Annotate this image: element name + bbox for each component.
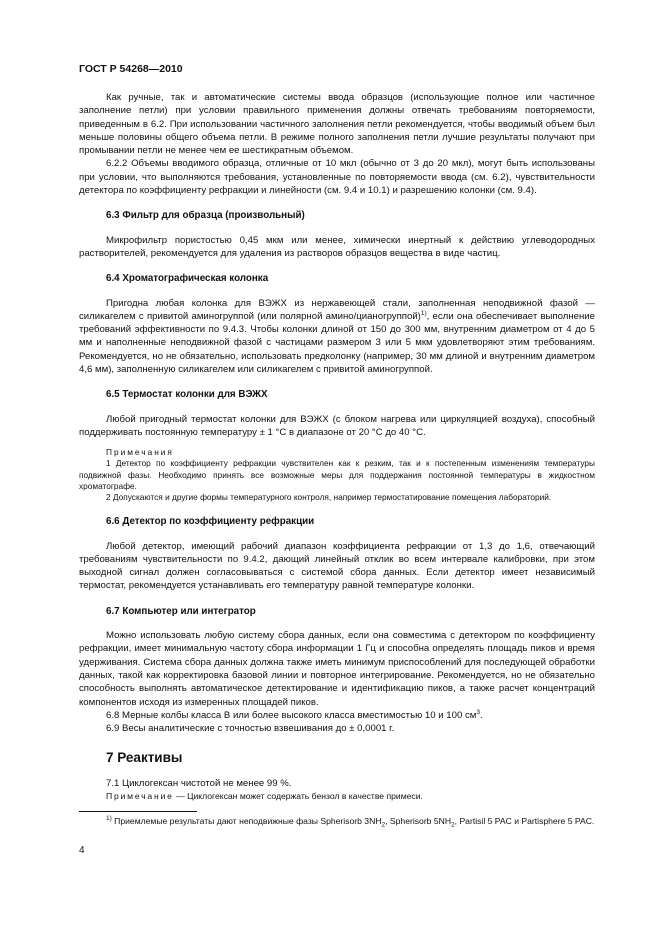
paragraph-7-1: 7.1 Циклогексан чистотой не менее 99 %. (106, 777, 292, 789)
note-2: 2 Допускаются и другие формы температурного контроля, например термостатирование помещения лабораторий. (106, 492, 552, 503)
paragraph: Как ручные, так и автоматические системы ввода образцов (использующие полное или частичное заполнение петли) при условии правильного применения должны отвечать требованиям повторяемости, приведенным в 6.2. При использовании частичного заполнения петли рекомендуется, чтобы вводимый объем был меньше половины общего объема петли. В режиме полного заполнения петли лучшие результаты получают при промывании петли не менее чем ее шестикратным объемом. (79, 92, 595, 157)
page-content (79, 91, 595, 803)
paragraph-6-5: Любой пригодный термостат колонки для ВЭЖХ (с блоком нагрева или циркуляцией воздуха), способный поддерживать постоянную температуру ± 1 °С в диапазоне от 20 °С до 40 °С. (79, 413, 595, 438)
text-fragment: Пригодна любая колонка для ВЭЖХ из нержавеющей стали, заполненная неподвижной фазой — силикагелем с привитой аминогруппой (или полярной амино/цианогруппой) (79, 297, 595, 322)
paragraph-6-8 (79, 709, 595, 722)
text-fragment: . (479, 709, 483, 721)
text-fragment: Приемлемые результаты дают неподвижные фазы Spherisorb 3NH (111, 816, 382, 826)
note-text: — Циклогексан может содержать бензол в качестве примеси. (173, 791, 423, 801)
section-heading-6-6: 6.6 Детектор по коэффициенту рефракции (106, 516, 315, 528)
subscript: 2 (451, 821, 455, 829)
subscript: 2 (381, 821, 386, 829)
text-fragment: 6.8 Мерные колбы класса В или более высокого класса вместимостью 10 и 100 см (106, 709, 477, 721)
note-label: Примечание (106, 791, 174, 801)
notes-label: Примечания (106, 447, 174, 458)
paragraph-6-6: Любой детектор, имеющий рабочий диапазон коэффициента рефракции от 1,3 до 1,6, отвечающий требованиям чувствительности по 9.4.2, дающий линейный отклик во всем интервале калибровки, при этом выходной сигнал должен согласовываться с системой сбора данных. Если детектор имеет независимый термостат, рекомендуется устанавливать его температуру равной температуре колонки. (79, 540, 595, 592)
note-7 (79, 790, 595, 803)
footnote-marker: 1) (106, 815, 112, 823)
text-fragment: , Spherisorb 5NH (385, 816, 452, 826)
section-heading-6-5: 6.5 Термостат колонки для ВЭЖХ (106, 389, 268, 401)
section-heading-7: 7 Реактивы (106, 750, 183, 766)
paragraph-6-3: Микрофильтр пористостью 0,45 мкм или менее, химически инертный к действию углеводородных растворителей, рекомендуется для удаления из растворов образцов вещества в виде частиц. (79, 234, 595, 259)
text-fragment: , Partisil 5 PAC и Partisphere 5 PAC. (454, 816, 595, 826)
paragraph-6-7: Можно использовать любую систему сбора данных, если она совместима с детектором по коэффициенту рефракции, имеет минимальную частоту сбора информации 1 Гц и способна определять площадь пиков и время удерживания. Система сбора данных должна также иметь минимум приспособлений для последующей обработки данных, такой как корректировка базовой линии и повторное интегрирование. Рекомендуется, но не обязательно способность выполнять автоматическое детектирование и идентификацию пиков, а также расчет концентраций компонентов исходя из измеренных площадей пиков. (79, 630, 595, 708)
paragraph-6-9: 6.9 Весы аналитические с точностью взвешивания до ± 0,0001 г. (106, 723, 395, 735)
page-number: 4 (79, 845, 85, 856)
notes-block (79, 447, 595, 503)
section-heading-6-7: 6.7 Компьютер или интегратор (106, 605, 256, 617)
text-fragment: , если она обеспечивает выполнение требований эффективности по 9.4.3. Чтобы колонки длиной от 150 до 300 мм, внутренним диаметром от 4 до 5 мм и наполненные неподвижной фазой с частицами размером 3 или 5 мкм удовлетворяют этим требованиям. Рекомендуется, но не обязательно, использовать предколонку (например, 30 мм длиной и внутренним диаметром 4,6 мм), заполненную силикагелем или силикагелем с привитой аминогруппой. (79, 310, 595, 376)
document-header: ГОСТ Р 54268—2010 (79, 63, 183, 75)
section-heading-6-4: 6.4 Хроматографическая колонка (106, 273, 269, 285)
paragraph-6-4 (79, 297, 595, 377)
footnote-divider (79, 811, 197, 812)
superscript: 3 (476, 708, 480, 716)
footnote-ref: 1) (420, 309, 427, 317)
section-heading-6-3: 6.3 Фильтр для образца (произвольный) (106, 210, 305, 222)
note-1: 1 Детектор по коэффициенту рефракции чувствителен как к резким, так и к постепенным изменениям температуры подвижной фазы. Необходимо принять все возможные меры для поддержания постоянной температуры в жидкостном хроматографе. (79, 458, 595, 491)
footnote (79, 816, 595, 828)
paragraph-6-2-2: 6.2.2 Объемы вводимого образца, отличные от 10 мкл (обычно от 3 до 20 мкл), могут быть использованы при условии, что выполняются требования, установленные по повторяемости ввода (см. 6.2), чувствительности детектора по коэффициенту рефракции и линейности (см. 9.4 и 10.1) и разрешению колонки (см. 9.4). (79, 158, 595, 197)
